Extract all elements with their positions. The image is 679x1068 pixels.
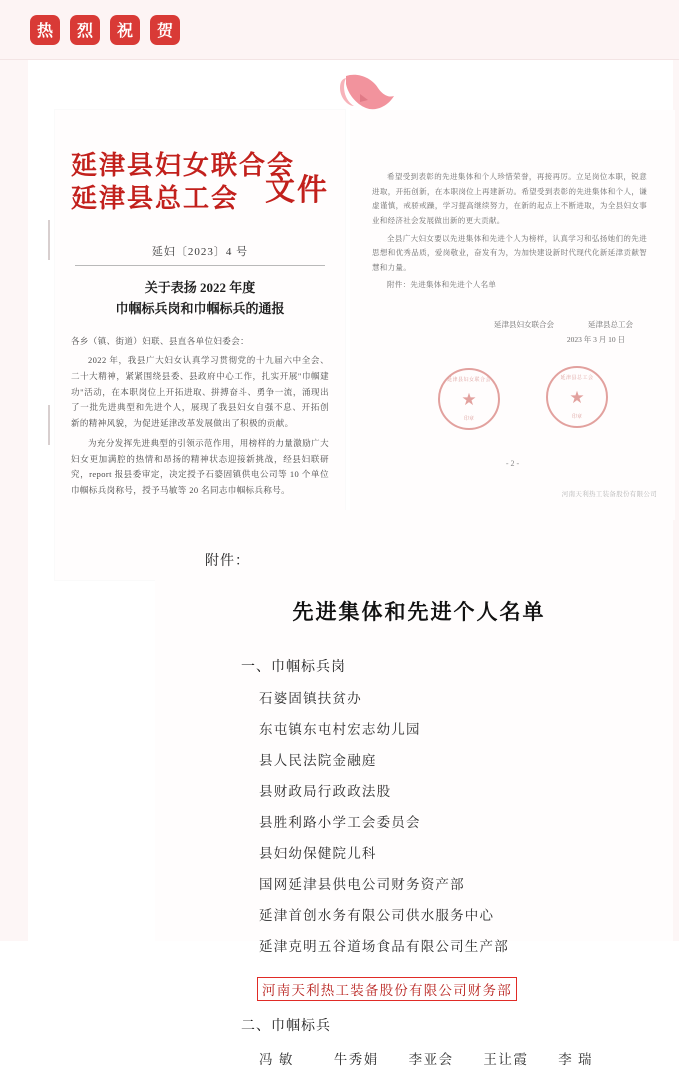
- doc2-watermark: 河南天利热工装备股份有限公司: [561, 491, 657, 498]
- doc1-org-line1: 延津县妇女联合会: [71, 151, 296, 180]
- list-item: 李亚会: [408, 1052, 454, 1067]
- highlighted-list-item: 河南天利热工装备股份有限公司财务部: [257, 977, 517, 1001]
- list-item: 县人民法院金融庭: [259, 753, 377, 768]
- doc1-paragraph-3: 为充分发挥先进典型的引领示范作用，用榜样的力量激励广大妇女更加满腔的热情和昂扬的精神状态迎接新挑战，经县妇联研究，report 报县委审定，决定授予石婆固镇供电公司等 10 个单位巾帼标兵岗称号，授予马敏等 20 名同志巾帼标兵称号。: [71, 437, 329, 496]
- doc2-paragraph-1: 希望受到表彰的先进集体和个人珍惜荣誉，再接再厉。立足岗位本职，锐意进取，开拓创新，在本职岗位上再建新功。希望受到表彰的先进集体和个人，谦虚谨慎，戒骄戒躁，学习提高继续努力，在新的起点上不断进取，为全县妇女事业和经济社会发展做出新的更大贡献。: [372, 172, 647, 225]
- list-item: 县妇幼保健院儿科: [259, 846, 377, 861]
- seal2-top-text: 延津县总工会: [560, 376, 594, 381]
- official-seal-labor-union-icon: [546, 366, 608, 428]
- doc2-page-number: - 2 -: [505, 459, 520, 468]
- doc2-body: [372, 170, 647, 293]
- binding-mark-1: [48, 220, 50, 260]
- doc3-names-row: [259, 1048, 633, 1068]
- list-item: 国网延津县供电公司财务资产部: [259, 877, 465, 892]
- list-item: 王让霞: [483, 1052, 529, 1067]
- doc2-signer-1: 延津县妇女联合会: [494, 320, 554, 329]
- banner-tag-1: 热: [30, 15, 60, 45]
- doc3-heading: 先进集体和先进个人名单: [292, 600, 546, 624]
- seal2-star-icon: ★: [569, 387, 585, 407]
- list-item: 冯 敏: [259, 1052, 294, 1067]
- doc3-section-2-title: 二、巾帼标兵: [241, 1019, 331, 1034]
- banner-tag-4: 贺: [150, 15, 180, 45]
- document-page: [0, 60, 679, 1067]
- doc1-title: [71, 278, 329, 320]
- list-item: 县财政局行政政法股: [259, 784, 392, 799]
- document-scan-page3: [155, 510, 673, 1067]
- doc1-divider: [75, 265, 325, 266]
- list-item: 延津首创水务有限公司供水服务中心: [259, 908, 495, 923]
- seal1-bottom-text: 印章: [463, 417, 474, 422]
- list-item: 东屯镇东屯村宏志幼儿园: [259, 722, 421, 737]
- doc1-wenjian-label: 文件: [265, 174, 329, 207]
- page-left-margin: [0, 60, 28, 941]
- official-seal-womens-federation-icon: [438, 368, 500, 430]
- doc1-paragraph-2: 2022 年，我县广大妇女认真学习贯彻党的十九届六中全会、二十大精神，紧紧围绕县委、县政府中心工作，扎实开展"巾帼建功"活动，在本职岗位上开拓进取、拼搏奋斗、勇争一流，涌现出了一批先进典型和先进个人，展现了我县妇女自强不息、开拓创新的精神风貌，为促进延津改革发展做出了积极的贡献。: [71, 355, 329, 429]
- seal1-star-icon: ★: [461, 389, 477, 409]
- doc3-section-1-title: 一、巾帼标兵岗: [241, 660, 346, 675]
- doc2-paragraph-2: 全县广大妇女要以先进集体和先进个人为榜样，认真学习和弘扬她们的先进思想和优秀品质，爱岗敬业，奋发有为，为加快建设新时代现代化新延津贡献智慧和力量。: [372, 233, 647, 272]
- binding-mark-2: [48, 405, 50, 445]
- seal2-bottom-text: 印章: [571, 415, 582, 420]
- seal1-top-text: 延津县妇女联合会: [446, 378, 491, 383]
- list-item: 县胜利路小学工会委员会: [259, 815, 421, 830]
- doc1-title-line1: 关于表扬 2022 年度: [144, 280, 256, 295]
- banner-tag-2: 烈: [70, 15, 100, 45]
- list-item: 牛秀娟: [333, 1052, 379, 1067]
- list-item: 石婆固镇扶贫办: [259, 691, 362, 706]
- document-scan-page2: [350, 110, 675, 520]
- doc1-org-line2: 延津县总工会: [71, 183, 240, 213]
- list-item: 延津克明五谷道场食品有限公司生产部: [259, 939, 509, 954]
- doc1-salutation: 各乡（镇、街道）妇联、县直各单位妇委会：: [71, 335, 250, 346]
- doc3-attachment-label: 附件：: [205, 554, 250, 569]
- doc2-date: 2023 年 3 月 10 日: [566, 335, 625, 344]
- doc1-body: [71, 334, 329, 499]
- celebration-banner: [0, 0, 679, 60]
- doc1-title-line2: 巾帼标兵岗和巾帼标兵的通报: [115, 300, 285, 316]
- doc2-attachment-note: 附件：先进集体和先进个人名单: [387, 280, 497, 290]
- banner-tag-3: 祝: [110, 15, 140, 45]
- doc2-signers: [372, 319, 647, 330]
- doc1-document-number: 延妇〔2023〕4 号: [151, 246, 249, 258]
- doc2-signer-2: 延津县总工会: [588, 320, 633, 329]
- list-item: 李 瑞: [558, 1052, 594, 1067]
